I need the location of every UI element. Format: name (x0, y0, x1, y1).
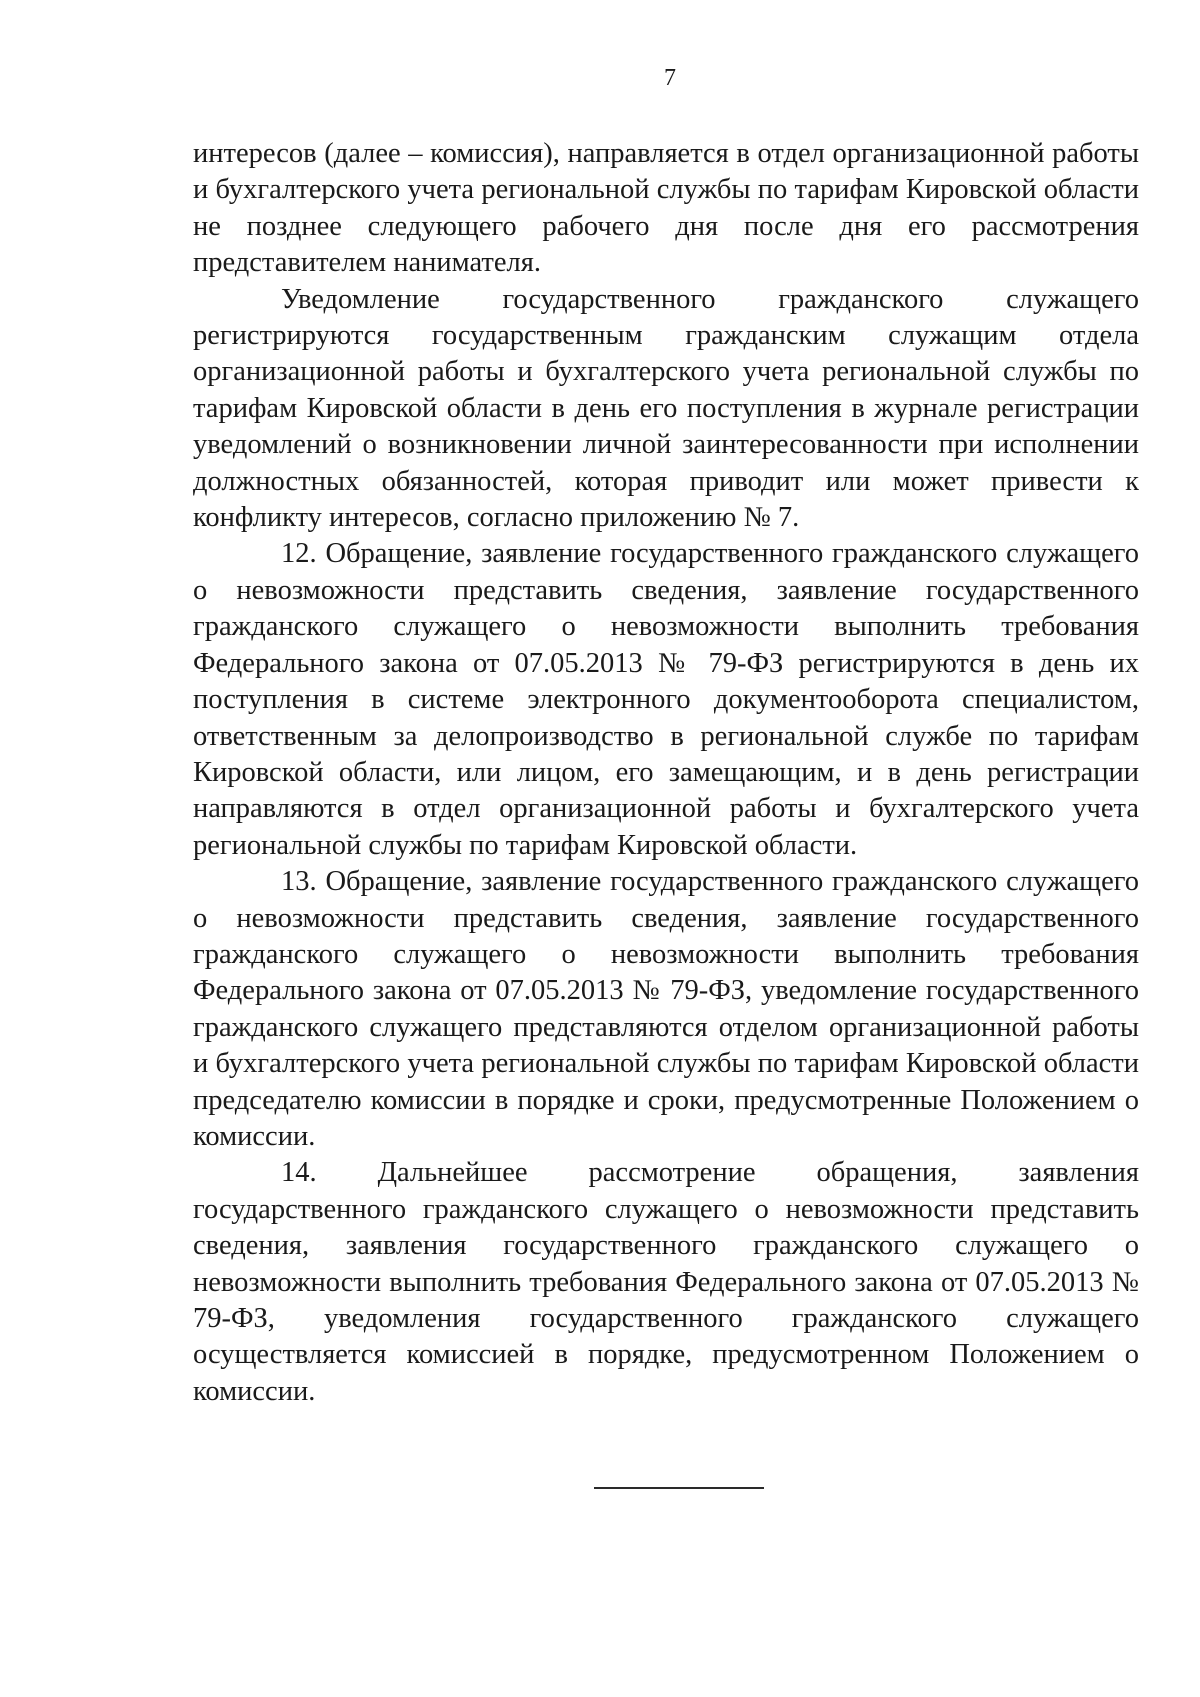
document-body (193, 136, 1139, 1410)
page-number: 7 (664, 65, 676, 91)
end-of-document-rule (594, 1487, 764, 1489)
paragraph-item-12: 12. Обращение, заявление государственного гражданского служащего о невозможности представить сведения, заявление государственного гражданского служащего о невозможности выполнить требования Федерального закона от 07.05.2013 № 79-ФЗ регистрируются в день их поступления в системе электронного документооборота специалистом, ответственным за делопроизводство в региональной службе по тарифам Кировской области, или лицом, его замещающим, и в день регистрации направляются в отдел организационной работы и бухгалтерского учета региональной службы по тарифам Кировской области. (193, 538, 1139, 861)
paragraph-notification-registration: Уведомление государственного гражданского служащего регистрируются государственным гражданским служащим отдела организационной работы и бухгалтерского учета региональной службы по тарифам Кировской области в день его поступления в журнале регистрации уведомлений о возникновении личной заинтересованности при исполнении должностных обязанностей, которая приводит или может привести к конфликту интересов, согласно приложению № 7. (193, 283, 1139, 534)
paragraph-item-13: 13. Обращение, заявление государственного гражданского служащего о невозможности представить сведения, заявление государственного гражданского служащего о невозможности выполнить требования Федерального закона от 07.05.2013 № 79-ФЗ, уведомление государственного гражданского служащего представляются отделом организационной работы и бухгалтерского учета региональной службы по тарифам Кировской области председателю комиссии в порядке и сроки, предусмотренные Положением о комиссии. (193, 866, 1139, 1152)
paragraph-item-14: 14. Дальнейшее рассмотрение обращения, заявления государственного гражданского служащего о невозможности представить сведения, заявления государственного гражданского служащего о невозможности выполнить требования Федерального закона от 07.05.2013 № 79-ФЗ, уведомления государственного гражданского служащего осуществляется комиссией в порядке, предусмотренном Положением о комиссии. (193, 1157, 1139, 1407)
paragraph-continuation: интересов (далее – комиссия), направляется в отдел организационной работы и бухгалтерского учета региональной службы по тарифам Кировской области не позднее следующего рабочего дня после дня его рассмотрения представителем нанимателя. (193, 138, 1139, 279)
